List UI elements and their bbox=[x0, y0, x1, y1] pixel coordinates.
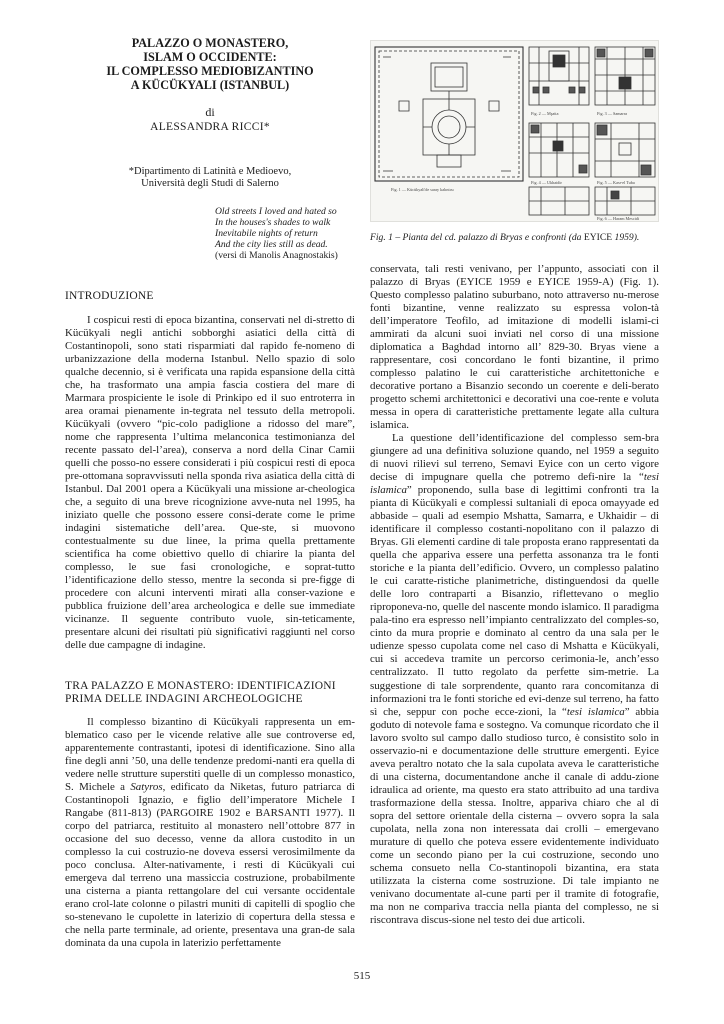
title-line-4: A KÜCÜKYALI (ISTANBUL) bbox=[130, 78, 290, 92]
text-run: ” proponendo, sulla base di legittimi confronti tra la pianta di Kücükyali e complessi sultaniali di epoca omayyade ed abbaside – quali ad esempio Mshatta, Samarra, e Ukhaidir – di identificare il complesso costanti-nopolitano con il palazzo di Bryas. Gli elementi cardine di tale proposta erano rappresentati da quella che appariva essere una perfetta assonanza tra le fonti storiche e la pianta dell’edificio. Ovvero, un complesso palatino le cui caratte-ristiche planimetriche, distinguendosi da quelle delle loro contraparti a Bisanzio, riflettevano o meglio riproponeva-no, quelle del nascente mondo islamico. Il paradigma pala-tino era espresso nell’impianto centralizzato del comples-so, cinto da mura proprie e dominato al centro da una sala per le udienze spesso cupolata come nel caso di Mshatta e Kücükyali, cui si accedeva tramite un percorso cerimonia-le, anch’esso centralizzato. Il tutto regolato da perfette sim-metrie. La suggestione di tale sorprendente, quanto rara concomitanza di informazioni tra le fonti storiche ed evi-denze sul terreno, ha fatto sì che, seppur con poche ecce-zioni, la “ bbox=[370, 484, 659, 718]
tesi-italic: tesi islamica bbox=[370, 471, 659, 497]
text-run: La questione dell’identificazione del complesso sem-bra giungere ad una definitiva soluzione quando, nel 1959 a seguito di nuovi rilievi sul terreno, Semavi Eyice con un certo vigore decise di impugnare quella che potremo defi-nire la “ bbox=[370, 432, 659, 484]
figure-plans bbox=[370, 40, 659, 222]
plan-kucukyali bbox=[375, 47, 523, 181]
intro-paragraph bbox=[65, 314, 355, 652]
epigraph-line-2: In the houses's shades to walk bbox=[215, 217, 331, 229]
heading-tra-palazzo bbox=[65, 680, 336, 706]
epigraph bbox=[215, 206, 365, 261]
text-run: , edificato da Niketas, futuro patriarca di Costantinopoli Ignazio, e figlio dell’imperatore Michele I Rangabe (811-813) ( bbox=[65, 781, 355, 820]
legend-fig1: Fig. 1 — Kücükyali'de saray kalıntısı bbox=[391, 187, 454, 192]
caption-text: Fig. 1 – Pianta del cd. palazzo di Bryas e confronti (da bbox=[370, 232, 584, 243]
citation-eyice: EYICE bbox=[538, 276, 571, 289]
section2-paragraph bbox=[65, 716, 355, 950]
text-run: 1977). Il corpo del patriarca, restituito al monastero nell’ottobre 877 in occasione del suo decesso, venne da allora custodito in un complesso la cui costruzio-ne doveva essersi verosimilmente da poco conclusa. Alter-nativamente, i resti di Kücükyali cui emergeva dal terreno una massiccia costruzione, probabilmente una cisterna a pianta rettangolare del cui versante occidentale erano crol-late colonne o pilastri muniti di capitelli di spoglio che so-stenevano le cupolette in laterizio di copertura della stessa e che nella parte terminale, ad oriente, presentava una gran-de sala dominata da una cupola in laterizio perfettamente bbox=[65, 807, 355, 950]
intro-text: I cospicui resti di epoca bizantina, conservati nel di-stretto di Kücükyali negli antichi sobborghi asiatici della città di Costantinopoli, sono stati risparmiati dal rapido fe-nomeno di urbanizzazione della moderna Istanbul. Nello spazio di solo qualche decennio, si è verificata una rapida espansione della città che, ha trasformato una ampia fascia costiera del mare di Marmara prospiciente le isole di Prinkipo ed il suo entroterra in area oramai pienamente in-tegrata nel tessuto della metropoli. Kücükyali (ovvero “pic-colo padiglione a ridosso del mare”, nome che rappresenta l’ultima melanconica testimonianza del recente passato del-l’area), conserva a nord della Cinar Camii quelli che posso-no essere considerati i più cospicui resti di epoca pre-ottomana sopravvissuti nella sponda riva asiatica della città di Istanbul. Dal 2001 opera a Kücükyali una missione ar-cheologica che, a seguito di una breve ricognizione avve-nuta nel 1995, ha iniziato quelle che possono essere consi-derate come le prime indagini sistematiche dell’area. Que-ste, si muovono contestualmente su due linee, la prima quella prettamente scientifica ha come obiettivo quello di chiarire la pianta del complesso, le sue fasi cronologiche, e soprat-tutto l’identificazione dello stesso, mentre la seconda si pre-figge di procedere con alcuni interventi mirati alla conser-vazione e pubblica fruizione dell’area archeologica e delle sue immediate vicinanze. Il seguente contributo vuole, sin-teticamente, presentare alcuni dei risultati più significativi raggiunti nel corso delle due campagne di indagine. bbox=[65, 314, 355, 652]
epigraph-source: (versi di Manolis Anagnostakis) bbox=[215, 250, 338, 262]
legend-fig5: Fig. 5 — Kasr-el Tuba bbox=[597, 180, 635, 185]
legend-fig2: Fig. 2 — Mşatta bbox=[531, 111, 559, 116]
heading-line-2: PRIMA DELLE INDAGINI ARCHEOLOGICHE bbox=[65, 693, 303, 706]
epigraph-line-1: Old streets I loved and hated so bbox=[215, 206, 337, 217]
article-title bbox=[70, 36, 350, 92]
heading-introduzione: INTRODUZIONE bbox=[65, 290, 154, 302]
text-run: conservata, tali resti venivano, per l’appunto, associati con il palazzo di Bryas ( bbox=[370, 263, 659, 289]
section2-text bbox=[65, 716, 355, 950]
page-number: 515 bbox=[353, 970, 371, 982]
citation-pargoire: PARGOIRE bbox=[160, 807, 214, 820]
text-run: 1959-A) (Fig. 1). Questo complesso palatino suburbano, noto attraverso nu-merose fonti bizantine, venne realizzato su espressa volon-tà dell’imperatore Teofilo, ad imitazione di modelli islami-ci ammirati da alcuni suoi inviati nel corso di una missione diplomatica a Baghdad intorno all’ 829-30. Bryas viene a rappresentare, così concordano le fonti bizantine, il primo complesso palatino le cui caratteristiche architettoniche e decorative portano a Bisanzio secondo un coerente e deli-berato progetto schemi architettonici e decorativi una coe-rente e voluta messa in opera di caratteristiche prettamente legate alla cultura islamica. bbox=[370, 276, 659, 432]
text-run: ” abbia goduto di notevole fama e sostegno. Va comunque ricordato che il lavoro svolto sul campo dallo studioso turco, è consistito solo in osservazio-ni e documentazione delle strutture emergenti. Eyice aveva peraltro notato che la sala cupolata aveva le caratteristiche di una cisterna, documentandone anche il canale di addu-zione idraulica ad oriente, ma questo era stato attribuito ad una tardiva trasformazione della stessa. Inoltre, appariva chiaro che al di sopra del settore orientale della cisterna – ovvero sopra la sala cupolata, nella zona non interessata dai crolli – emergevano murature di quello che poteva essere evidentemente individuato come un secondo piano per la cui costruzione, secondo uno schema consueto nella Co-stantinopoli bizantina, era stata utilizzata la cisterna come sostruzione. Di tale impianto ne venivano documentate al-cune parti per il tramite di fotografie, ma non ne compariva traccia nella pianta del complesso, ne si riscontrava discus-sione nel testo dei due articoli. bbox=[370, 705, 660, 926]
text-run: 1902 e bbox=[213, 807, 256, 820]
legend-fig6: Fig. 6 — Haram Mescidi bbox=[597, 216, 639, 221]
affiliation-line-1: *Dipartimento di Latinità e Medioevo, bbox=[128, 166, 292, 177]
plans-drawing bbox=[371, 41, 658, 221]
heading-line-1: TRA PALAZZO E MONASTERO: IDENTIFICAZIONI bbox=[65, 680, 336, 692]
caption-year: 1959). bbox=[612, 232, 640, 243]
plan-kasr-el-tuba bbox=[595, 123, 655, 177]
title-line-2: ISLAM O OCCIDENTE: bbox=[143, 50, 277, 64]
legend-fig3: Fig. 3 — Samarra bbox=[597, 111, 628, 116]
title-line-1: PALAZZO O MONASTERO, bbox=[131, 36, 289, 50]
plan-ukhaidir bbox=[529, 123, 589, 177]
text-run: 1959 e bbox=[492, 276, 539, 289]
author-name: ALESSANDRA RICCI* bbox=[150, 121, 270, 133]
plan-haram bbox=[529, 187, 655, 215]
caption-citation: EYICE bbox=[583, 232, 613, 243]
epigraph-line-3: Inevitabile nights of return bbox=[215, 228, 318, 240]
citation-barsanti: BARSANTI bbox=[255, 807, 310, 820]
satyros-italic: Satyros bbox=[130, 781, 163, 794]
epigraph-line-4: And the city lies still as dead. bbox=[215, 239, 328, 251]
tesi-italic: tesi islamica bbox=[566, 705, 625, 718]
right-column bbox=[370, 263, 659, 927]
citation-eyice: EYICE bbox=[460, 276, 493, 289]
plan-samarra bbox=[595, 47, 655, 105]
by-word: di bbox=[205, 105, 215, 119]
plan-mshatta bbox=[529, 47, 589, 105]
text-run: Il complesso bizantino di Kücükyali rappresenta un em-blematico caso per le vicende relative alle sue controverse ed, apparentemente contrastanti, ipotesi di identificazione. Sino alla fine degli anni ’50, una delle tendenze predomi-nanti era quella di vedere nelle strutture superstiti quelle di un complesso monastico, S. Michele a bbox=[65, 716, 355, 794]
right-paragraph-1 bbox=[370, 263, 659, 432]
author-affiliation bbox=[70, 166, 350, 190]
affiliation-line-2: Università degli Studi di Salerno bbox=[141, 178, 279, 189]
figure-caption bbox=[370, 232, 659, 244]
title-line-3: IL COMPLESSO MEDIOBIZANTINO bbox=[106, 64, 314, 78]
legend-fig4: Fig. 4 — Ukhaidir bbox=[531, 180, 562, 185]
right-paragraph-2 bbox=[370, 432, 659, 927]
